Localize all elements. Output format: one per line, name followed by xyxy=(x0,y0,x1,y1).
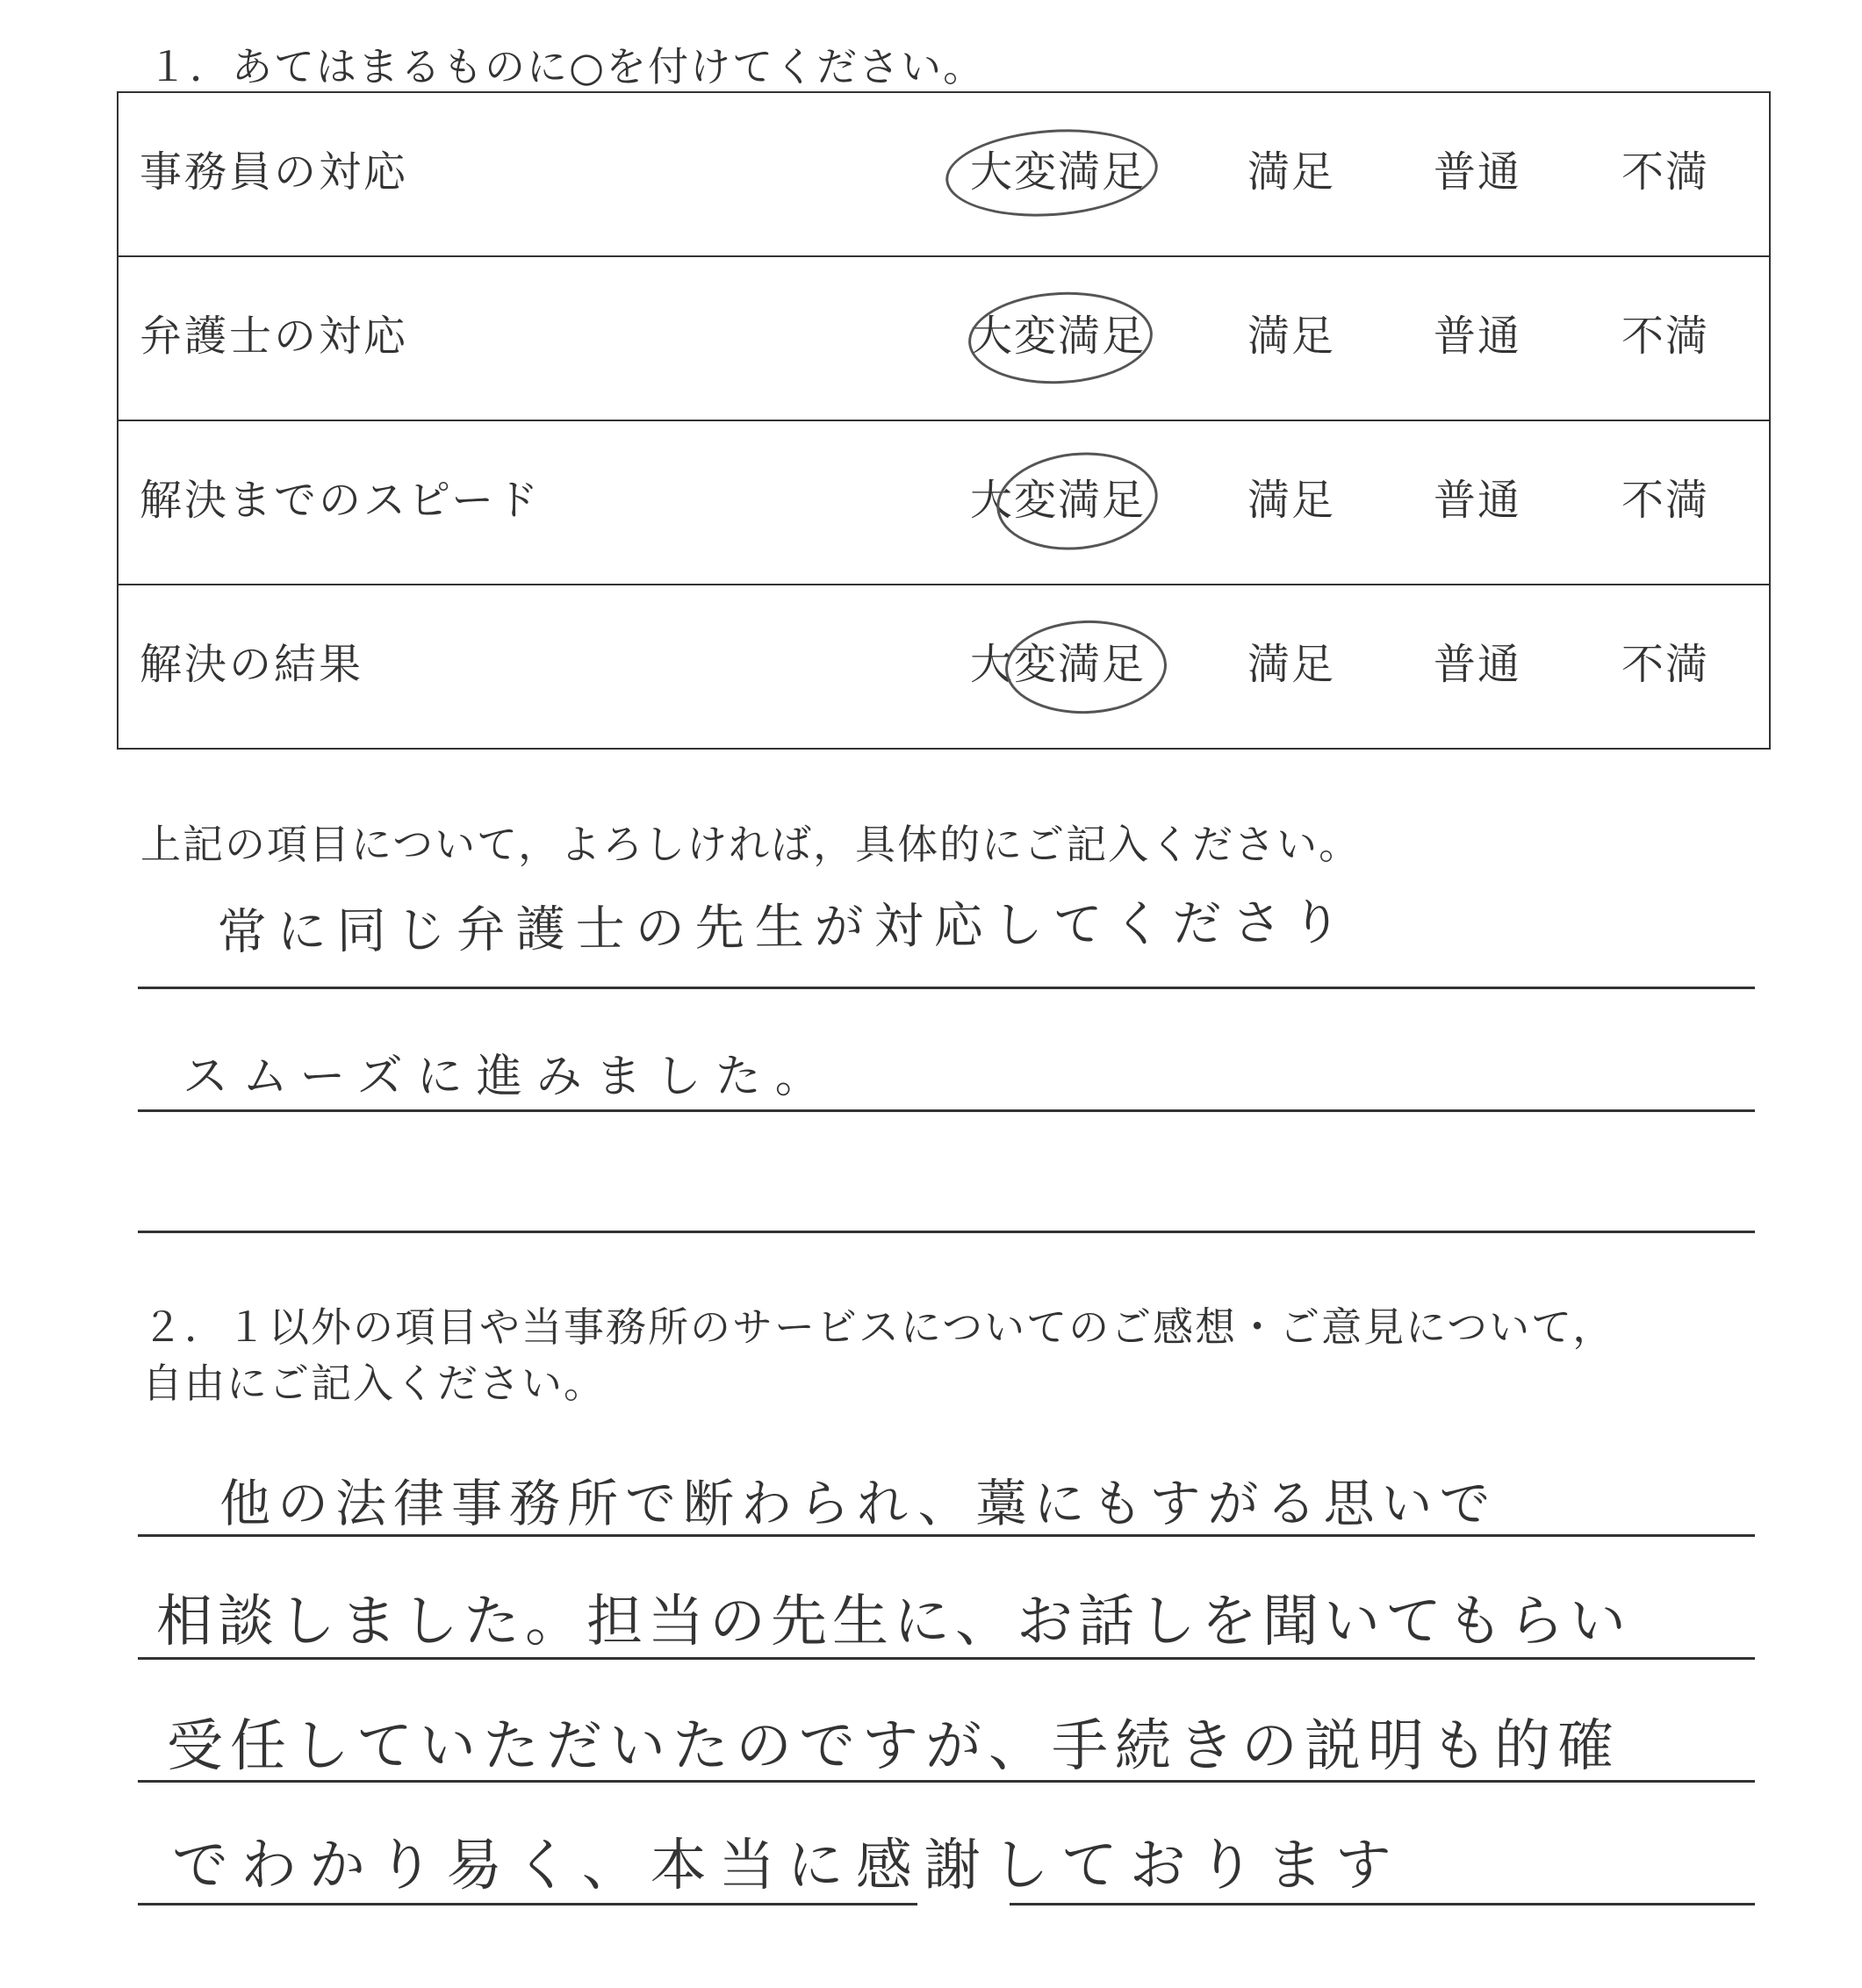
answer-rule xyxy=(138,1657,1755,1660)
answer-rule xyxy=(138,1109,1755,1112)
handwritten-answer-line: 相談しました。担当の先生に、お話しを聞いてもらい xyxy=(156,1590,1631,1654)
option-normal[interactable]: 普通 xyxy=(1434,147,1522,197)
answer-rule xyxy=(1010,1903,1755,1905)
option-satisfied[interactable]: 満足 xyxy=(1247,147,1336,197)
handwritten-answer-line: 受任していただいたのですが、手続きの説明も的確 xyxy=(167,1714,1621,1779)
question-2-heading xyxy=(142,1299,1614,1411)
handwritten-answer-line: 他の法律事務所で断わられ、藁にもすがる思いで xyxy=(219,1474,1498,1533)
q1-comment-prompt: 上記の項目について，よろしければ，具体的にご記入ください。 xyxy=(140,821,1362,868)
handwritten-answer-line: スムーズに進みました。 xyxy=(183,1051,835,1103)
rating-row-lawyer xyxy=(119,257,1769,421)
row-label: 解決の結果 xyxy=(140,640,364,689)
option-normal[interactable]: 普通 xyxy=(1434,640,1522,689)
option-satisfied[interactable]: 満足 xyxy=(1247,312,1336,361)
answer-rule xyxy=(138,1780,1755,1783)
question-2-heading-line-2: 自由にご記入ください。 xyxy=(142,1360,606,1407)
question-1-heading: １．あてはまるものに○を付けてください。 xyxy=(147,43,986,90)
option-very-satisfied[interactable]: 大変満足 xyxy=(970,312,1147,361)
option-satisfied[interactable]: 満足 xyxy=(1247,476,1336,525)
rating-row-staff xyxy=(119,93,1769,257)
option-very-satisfied[interactable]: 大変満足 xyxy=(970,640,1147,689)
answer-rule xyxy=(138,1534,1755,1537)
rating-row-speed xyxy=(119,421,1769,585)
rating-table xyxy=(117,91,1771,750)
answer-rule xyxy=(138,1231,1755,1233)
handwritten-answer-line: 常に同じ弁護士の先生が対応してくださり xyxy=(217,894,1352,962)
row-label: 弁護士の対応 xyxy=(140,312,409,361)
option-normal[interactable]: 普通 xyxy=(1434,476,1522,525)
rating-row-result xyxy=(119,585,1769,750)
answer-rule xyxy=(138,987,1755,989)
option-satisfied[interactable]: 満足 xyxy=(1247,640,1336,689)
option-dissatisfied[interactable]: 不満 xyxy=(1621,147,1710,197)
question-2-heading-line-1: ２．１以外の項目や当事務所のサービスについてのご感想・ご意見について， xyxy=(142,1303,1615,1351)
row-label: 解決までのスピード xyxy=(140,476,542,525)
option-dissatisfied[interactable]: 不満 xyxy=(1621,312,1710,361)
handwritten-answer-line: でわかり易く、本当に感謝しております xyxy=(172,1834,1404,1898)
option-dissatisfied[interactable]: 不満 xyxy=(1621,640,1710,689)
row-label: 事務員の対応 xyxy=(140,147,409,197)
option-very-satisfied[interactable]: 大変満足 xyxy=(970,476,1147,525)
option-very-satisfied[interactable]: 大変満足 xyxy=(970,147,1147,197)
option-dissatisfied[interactable]: 不満 xyxy=(1621,476,1710,525)
option-normal[interactable]: 普通 xyxy=(1434,312,1522,361)
answer-rule xyxy=(138,1903,917,1905)
